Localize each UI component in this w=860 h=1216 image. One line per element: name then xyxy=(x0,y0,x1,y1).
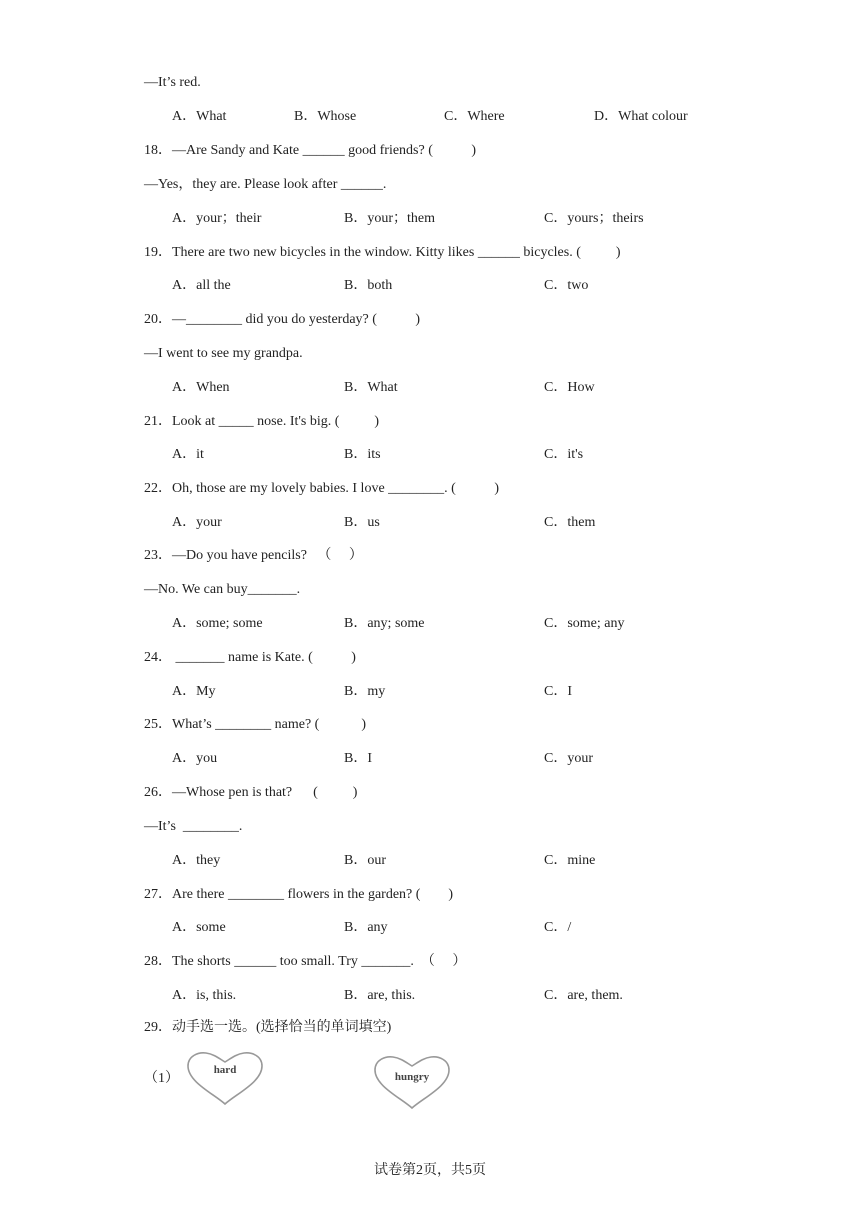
q26-options xyxy=(172,852,732,870)
option-b: B．our xyxy=(344,853,386,868)
page-footer: 试卷第2页，共5页 xyxy=(374,1163,486,1178)
option-a: A．When xyxy=(172,380,230,395)
q28-options xyxy=(172,987,732,1005)
q29-sub-1-label: （1） xyxy=(144,1071,179,1086)
option-a: A．you xyxy=(172,751,218,766)
q20-options xyxy=(172,379,732,397)
option-c: C．Where xyxy=(444,109,505,124)
question-25: 25．What’s ________ name? ( ) xyxy=(144,717,367,732)
question-26: 26．—Whose pen is that? ( ) xyxy=(144,785,358,800)
question-24: 24． _______ name is Kate. ( ) xyxy=(144,650,356,665)
q20-answer: —I went to see my grandpa. xyxy=(144,346,303,361)
option-a: A．it xyxy=(172,447,204,462)
option-a: A．they xyxy=(172,853,221,868)
question-23: 23．—Do you have pencils? （ ） xyxy=(144,548,363,563)
option-b: B．us xyxy=(344,515,380,530)
option-b: B．your；them xyxy=(344,211,435,226)
q18-answer: —Yes，they are. Please look after ______. xyxy=(144,177,387,192)
question-27: 27．Are there ________ flowers in the garden? ( ) xyxy=(144,887,454,902)
q25-options xyxy=(172,750,732,768)
heart-label: hungry xyxy=(394,1071,430,1083)
question-21: 21．Look at _____ nose. It's big. ( ) xyxy=(144,414,380,429)
option-b: B．its xyxy=(344,447,381,462)
option-c: C．mine xyxy=(544,853,596,868)
option-c: C．yours；theirs xyxy=(544,211,644,226)
q23-answer: —No. We can buy_______. xyxy=(144,582,301,597)
option-c: C．/ xyxy=(544,920,572,935)
option-b: B．both xyxy=(344,278,393,293)
option-a: A．is, this. xyxy=(172,988,237,1003)
option-b: B．I xyxy=(344,751,372,766)
heart-word-hard xyxy=(184,1050,266,1106)
heart-word-hungry xyxy=(371,1054,453,1110)
option-b: B．are, this. xyxy=(344,988,416,1003)
q24-options xyxy=(172,683,732,701)
option-a: A．all the xyxy=(172,278,231,293)
option-c: C．some; any xyxy=(544,616,625,631)
option-a: A．your xyxy=(172,515,222,530)
question-22: 22．Oh, those are my lovely babies. I love ________. ( ) xyxy=(144,481,499,496)
q22-options xyxy=(172,514,732,532)
option-c: C．them xyxy=(544,515,596,530)
question-29: 29．动手选一选。(选择恰当的单词填空) xyxy=(144,1020,392,1035)
q17-options xyxy=(172,108,732,126)
option-a: A．What xyxy=(172,109,227,124)
q23-options xyxy=(172,615,732,633)
option-c: C．your xyxy=(544,751,593,766)
option-a: A．your；their xyxy=(172,211,262,226)
option-b: B．any; some xyxy=(344,616,425,631)
question-19: 19．There are two new bicycles in the window. Kitty likes ______ bicycles. ( ) xyxy=(144,245,621,260)
option-b: B．any xyxy=(344,920,388,935)
option-b: B．my xyxy=(344,684,386,699)
q19-options xyxy=(172,277,732,295)
option-c: C．I xyxy=(544,684,572,699)
q27-options xyxy=(172,919,732,937)
option-c: C．it's xyxy=(544,447,584,462)
heart-label: hard xyxy=(213,1064,237,1076)
option-a: A．My xyxy=(172,684,216,699)
option-d: D．What colour xyxy=(594,109,688,124)
q26-answer: —It’s ________. xyxy=(144,819,243,834)
option-c: C．are, them. xyxy=(544,988,623,1003)
q21-options xyxy=(172,446,732,464)
q18-options xyxy=(172,210,732,228)
question-20: 20．—________ did you do yesterday? ( ) xyxy=(144,312,421,327)
question-18: 18．—Are Sandy and Kate ______ good friends? ( ) xyxy=(144,143,477,158)
option-c: C．two xyxy=(544,278,589,293)
option-c: C．How xyxy=(544,380,595,395)
option-a: A．some; some xyxy=(172,616,263,631)
question-28: 28．The shorts ______ too small. Try _______. （ ） xyxy=(144,954,467,969)
q17-answer: —It’s red. xyxy=(144,75,201,90)
option-b: B．What xyxy=(344,380,398,395)
option-a: A．some xyxy=(172,920,226,935)
option-b: B．Whose xyxy=(294,109,357,124)
